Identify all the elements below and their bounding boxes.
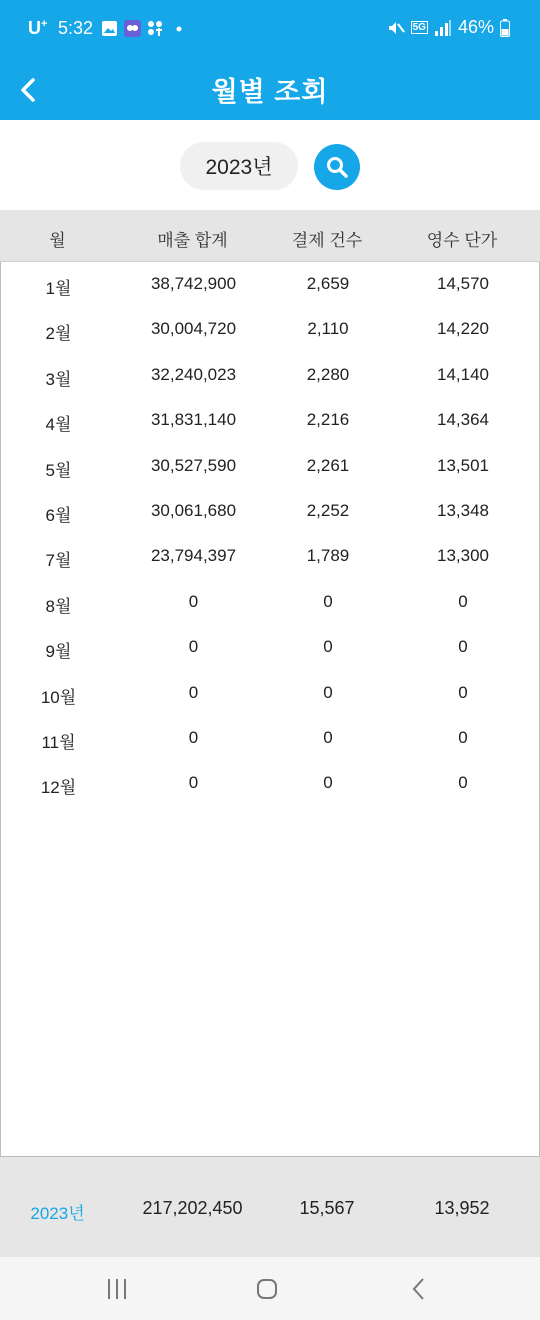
cell-month: 12월 xyxy=(40,778,77,798)
cell-payment-count: 0 xyxy=(323,637,333,657)
page-title: 월별 조회 xyxy=(211,77,329,107)
cell-month: 8월 xyxy=(45,596,72,616)
table-row[interactable] xyxy=(1,761,539,806)
total-unit-price: 13,952 xyxy=(434,1198,490,1218)
cell-month: 7월 xyxy=(45,551,72,571)
header-payment-count: 결제 건수 xyxy=(291,231,363,250)
header-unit-price: 영수 단가 xyxy=(426,231,498,250)
cell-month: 9월 xyxy=(45,642,72,662)
cell-unit-price: 0 xyxy=(458,773,468,793)
cell-payment-count: 2,659 xyxy=(306,274,350,293)
messenger-icon xyxy=(124,20,141,37)
table-row[interactable] xyxy=(1,580,539,625)
cell-unit-price: 0 xyxy=(458,728,468,747)
cell-payment-count: 2,216 xyxy=(306,410,350,430)
home-icon[interactable] xyxy=(254,1276,280,1302)
table-row[interactable] xyxy=(1,444,539,489)
total-sales: 217,202,450 xyxy=(142,1198,243,1218)
cell-unit-price: 14,220 xyxy=(437,319,489,339)
cell-month: 4월 xyxy=(45,415,72,435)
cell-unit-price: 0 xyxy=(458,637,468,657)
total-count: 15,567 xyxy=(299,1198,355,1218)
cell-month: 2월 xyxy=(45,324,72,344)
cell-sales-total: 0 xyxy=(188,773,199,793)
system-nav-bar xyxy=(0,1257,540,1320)
table-row[interactable] xyxy=(1,398,539,443)
table-body[interactable] xyxy=(0,262,540,1157)
cell-month: 6월 xyxy=(45,506,72,525)
table-row[interactable] xyxy=(1,307,539,352)
cell-sales-total: 32,240,023 xyxy=(150,364,237,384)
cell-sales-total: 31,831,140 xyxy=(150,410,237,430)
mute-icon xyxy=(387,19,405,37)
cell-sales-total: 38,742,900 xyxy=(150,274,237,293)
search-button[interactable] xyxy=(314,144,360,190)
cell-unit-price: 13,501 xyxy=(437,455,489,475)
battery-percent: 46% xyxy=(457,17,494,37)
status-bar xyxy=(0,0,540,60)
table-row[interactable] xyxy=(1,716,539,761)
battery-icon xyxy=(500,19,510,37)
cell-month: 5월 xyxy=(45,460,72,480)
cell-sales-total: 0 xyxy=(188,637,199,657)
cell-payment-count: 2,252 xyxy=(306,501,350,520)
cell-unit-price: 13,348 xyxy=(437,501,489,520)
dot-icon xyxy=(174,20,191,37)
clock: 5:32 xyxy=(58,18,94,38)
table-row[interactable] xyxy=(1,534,539,579)
app-bar xyxy=(0,60,540,120)
cell-month: 1월 xyxy=(45,279,72,298)
table-row[interactable] xyxy=(1,262,539,307)
cell-payment-count: 0 xyxy=(323,682,333,702)
cell-payment-count: 0 xyxy=(323,773,333,793)
table-row[interactable] xyxy=(1,671,539,716)
table-row[interactable] xyxy=(1,353,539,398)
cell-payment-count: 2,110 xyxy=(307,319,349,339)
cell-unit-price: 14,364 xyxy=(437,410,489,430)
year-selector[interactable]: 2023년 xyxy=(180,142,298,190)
carrier-label: U+ xyxy=(28,18,48,38)
header-sales-total: 매출 합계 xyxy=(157,231,228,250)
network-badge: 5G xyxy=(412,22,426,33)
cell-payment-count: 2,261 xyxy=(306,455,350,475)
search-icon xyxy=(325,155,349,179)
cell-payment-count: 1,789 xyxy=(306,546,350,566)
cell-month: 10월 xyxy=(40,687,77,707)
cell-sales-total: 23,794,397 xyxy=(150,546,237,566)
cell-unit-price: 0 xyxy=(458,591,468,611)
back-icon[interactable] xyxy=(406,1276,432,1302)
cell-payment-count: 0 xyxy=(323,728,333,747)
cell-unit-price: 14,570 xyxy=(437,274,489,293)
cell-payment-count: 0 xyxy=(323,591,333,611)
cell-sales-total: 0 xyxy=(188,728,199,747)
table-header xyxy=(0,210,540,262)
cell-unit-price: 0 xyxy=(458,682,468,702)
cell-sales-total: 30,527,590 xyxy=(150,455,237,475)
recent-apps-icon[interactable] xyxy=(104,1276,130,1302)
total-year: 2023년 xyxy=(30,1204,85,1223)
total-row xyxy=(0,1157,540,1257)
table-row[interactable] xyxy=(1,625,539,670)
signal-icon xyxy=(434,20,452,36)
cell-month: 3월 xyxy=(45,369,72,389)
cell-payment-count: 2,280 xyxy=(306,364,350,384)
app-icon xyxy=(147,20,164,37)
table-row[interactable] xyxy=(1,489,539,534)
header-month: 월 xyxy=(49,231,66,250)
cell-unit-price: 13,300 xyxy=(437,546,489,566)
cell-sales-total: 0 xyxy=(188,591,199,611)
cell-sales-total: 30,004,720 xyxy=(150,319,237,339)
cell-sales-total: 30,061,680 xyxy=(150,501,237,520)
cell-unit-price: 14,140 xyxy=(437,364,489,384)
cell-sales-total: 0 xyxy=(188,682,199,702)
gallery-icon xyxy=(101,20,118,37)
year-filter xyxy=(0,120,540,210)
cell-month: 11월 xyxy=(41,733,76,752)
